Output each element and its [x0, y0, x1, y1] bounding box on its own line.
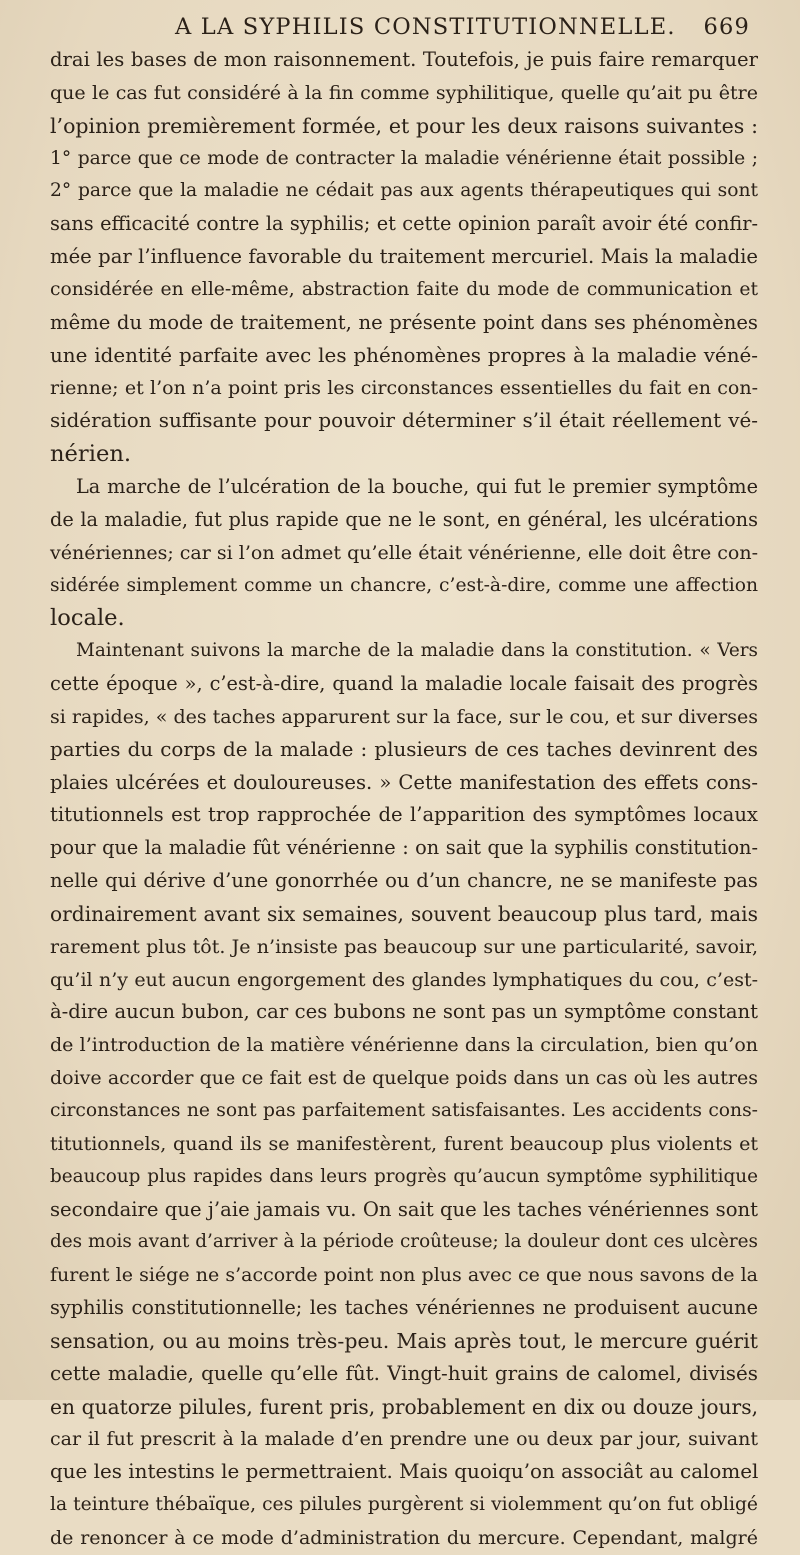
text-line: 2° parce que la maladie ne cédait pas aux agents thérapeutiques qui sont: [50, 180, 758, 202]
text-line: furent le siége ne s’accorde point non plus avec ce que nous savons de la: [50, 1264, 758, 1287]
text-line: de renoncer à ce mode d’administration du mercure. Cependant, malgré: [50, 1526, 758, 1549]
text-line: sans efficacité contre la syphilis; et cette opinion paraît avoir été confir-: [50, 212, 758, 236]
text-line: considérée en elle-même, abstraction faite du mode de communication et: [50, 278, 758, 300]
text-line: La marche de l’ulcération de la bouche, qui fut le premier symptôme: [76, 474, 758, 498]
text-line: plaies ulcérées et douloureuses. » Cette manifestation des effets cons-: [50, 770, 758, 794]
text-line: circonstances ne sont pas parfaitement satisfaisantes. Les accidents cons-: [50, 1100, 758, 1121]
text-line: de la maladie, fut plus rapide que ne le sont, en général, les ulcérations: [50, 507, 758, 531]
text-line: des mois avant d’arriver à la période croûteuse; la douleur dont ces ulcères: [50, 1231, 758, 1253]
text-line: ordinairement avant six semaines, souvent beaucoup plus tard, mais: [50, 901, 758, 926]
text-line: cette époque », c’est-à-dire, quand la maladie locale faisait des progrès: [50, 672, 758, 696]
text-line: parties du corps de la malade : plusieurs de ces taches devinrent des: [50, 737, 758, 761]
text-line: mée par l’influence favorable du traitement mercuriel. Mais la maladie: [50, 245, 758, 269]
text-line: sidération suffisante pour pouvoir déterminer s’il était réellement vé-: [50, 409, 758, 433]
text-line: doive accorder que ce fait est de quelque poids dans un cas où les autres: [50, 1067, 758, 1090]
text-line: rienne; et l’on n’a point pris les circonstances essentielles du fait en con-: [50, 377, 758, 400]
text-line: que le cas fut considéré à la fin comme syphilitique, quelle qu’ait pu être: [50, 81, 758, 104]
body-text: [50, 44, 758, 1555]
text-line: drai les bases de mon raisonnement. Toutefois, je puis faire remarquer: [50, 48, 758, 71]
text-line: l’opinion premièrement formée, et pour les deux raisons suivantes :: [50, 113, 758, 138]
text-line: cette maladie, quelle qu’elle fût. Vingt-huit grains de calomel, divisés: [50, 1361, 758, 1385]
text-line: car il fut prescrit à la malade d’en prendre une ou deux par jour, suivant: [50, 1428, 758, 1451]
text-line: locale.: [50, 605, 125, 632]
text-line: beaucoup plus rapides dans leurs progrès qu’aucun symptôme syphilitique: [50, 1165, 758, 1187]
text-line: que les intestins le permettraient. Mais quoiqu’on associât au calomel: [50, 1460, 759, 1484]
page-header: [175, 14, 750, 44]
text-line: nérien.: [50, 441, 132, 468]
text-line: Maintenant suivons la marche de la maladie dans la constitution. « Vers: [76, 640, 758, 662]
text-line: rarement plus tôt. Je n’insiste pas beaucoup sur une particularité, savoir,: [50, 935, 758, 958]
text-line: en quatorze pilules, furent pris, probablement en dix ou douze jours,: [50, 1394, 758, 1419]
page-number: 669: [703, 14, 750, 40]
text-line: sidérée simplement comme un chancre, c’est-à-dire, comme une affection: [50, 574, 758, 596]
text-line: secondaire que j’aie jamais vu. On sait que les taches vénériennes sont: [50, 1197, 758, 1221]
text-line: la teinture thébaïque, ces pilules purgèrent si violemment qu’on fut obligé: [50, 1494, 758, 1516]
text-line: sensation, ou au moins très-peu. Mais après tout, le mercure guérit: [50, 1328, 758, 1353]
text-line: à-dire aucun bubon, car ces bubons ne sont pas un symptôme constant: [50, 1000, 758, 1024]
text-line: si rapides, « des taches apparurent sur la face, sur le cou, et sur diverses: [50, 705, 758, 728]
text-line: de l’introduction de la matière vénérienne dans la circulation, bien qu’on: [50, 1034, 758, 1057]
text-line: qu’il n’y eut aucun engorgement des glandes lymphatiques du cou, c’est-: [50, 968, 758, 991]
text-line: 1° parce que ce mode de contracter la maladie vénérienne était possible ;: [50, 147, 758, 169]
text-line: vénériennes; car si l’on admet qu’elle était vénérienne, elle doit être con-: [50, 541, 758, 564]
text-line: pour que la maladie fût vénérienne : on sait que la syphilis constitution-: [50, 836, 758, 860]
text-line: une identité parfaite avec les phénomènes propres à la maladie véné-: [50, 343, 758, 367]
text-line: nelle qui dérive d’une gonorrhée ou d’un chancre, ne se manifeste pas: [50, 869, 758, 893]
text-line: titutionnels, quand ils se manifestèrent, furent beaucoup plus violents et: [50, 1132, 758, 1155]
running-title: A LA SYPHILIS CONSTITUTIONNELLE.: [175, 14, 676, 40]
text-line: même du mode de traitement, ne présente point dans ses phénomènes: [50, 310, 758, 334]
text-line: titutionnels est trop rapprochée de l’apparition des symptômes locaux: [50, 803, 758, 827]
text-line: syphilis constitutionnelle; les taches vénériennes ne produisent aucune: [50, 1296, 758, 1320]
